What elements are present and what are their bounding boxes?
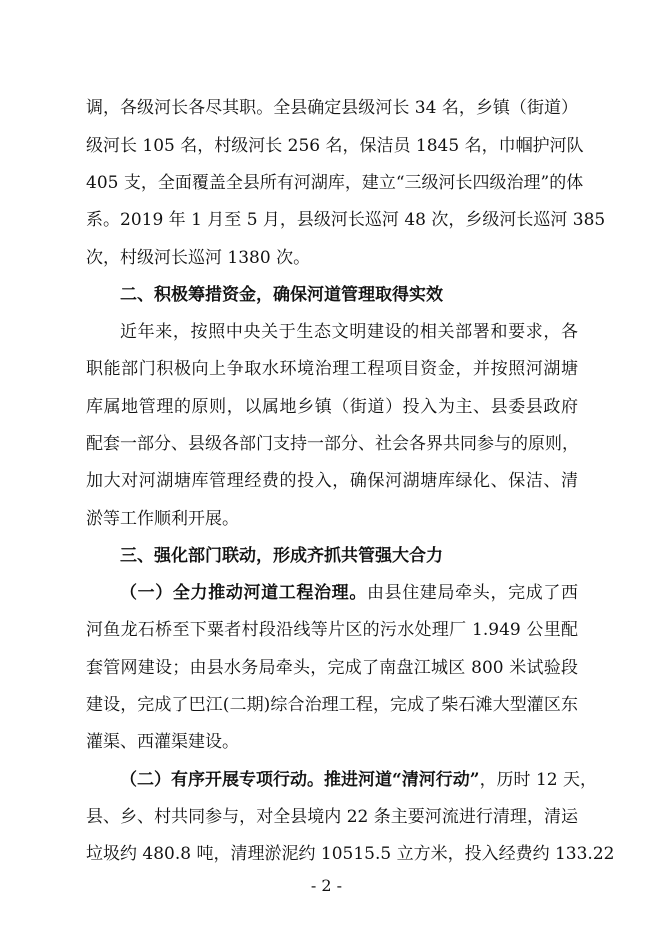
body-line: 系。2019 年 1 月至 5 月，县级河长巡河 48 次，乡级河长巡河 385 — [86, 210, 606, 230]
subsection-2-text: ，历时 12 天， — [479, 770, 598, 790]
body-line: 405 支，全面覆盖全县所有河湖库，建立“三级河长四级治理”的体 — [86, 173, 584, 193]
body-line: 近年来，按照中央关于生态文明建设的相关部署和要求，各 — [120, 322, 578, 342]
subsection-2-title: （二）有序开展专项行动。推进河道“清河行动” — [120, 770, 480, 790]
body-line: 淤等工作顺利开展。 — [86, 509, 239, 529]
body-line: 库属地管理的原则，以属地乡镇（街道）投入为主、县委县政府 — [86, 397, 578, 417]
body-line: 加大对河湖塘库管理经费的投入，确保河湖塘库绿化、保洁、清 — [86, 471, 578, 491]
subsection-1-title: （一）全力推动河道工程治理。 — [120, 583, 367, 603]
body-line: 调，各级河长各尽其职。全县确定县级河长 34 名，乡镇（街道） — [86, 98, 578, 118]
body-line: 河鱼龙石桥至下粟者村段沿线等片区的污水处理厂 1.949 公里配 — [86, 620, 578, 640]
body-line: 套管网建设；由县水务局牵头，完成了南盘江城区 800 米试验段 — [86, 658, 578, 678]
section-heading-2: 二、积极筹措资金，确保河道管理取得实效 — [120, 285, 443, 305]
body-line: 次，村级河长巡河 1380 次。 — [86, 248, 311, 268]
body-line: 垃圾约 480.8 吨，清理淤泥约 10515.5 立方米，投入经费约 133.22 — [86, 844, 615, 864]
body-line: 灌渠、西灌渠建设。 — [86, 732, 239, 752]
subsection-1-text: 由县住建局牵头，完成了西 — [366, 583, 579, 603]
body-line: 级河长 105 名，村级河长 256 名，保洁员 1845 名，巾帼护河队 — [86, 136, 584, 156]
subsection-2-first-line — [120, 770, 598, 790]
body-line: 职能部门积极向上争取水环境治理工程项目资金，并按照河湖塘 — [86, 359, 578, 379]
section-heading-3: 三、强化部门联动，形成齐抓共管强大合力 — [120, 546, 443, 566]
body-line: 县、乡、村共同参与，对全县境内 22 条主要河流进行清理，清运 — [86, 807, 578, 827]
body-line: 建设，完成了巴江(二期)综合治理工程，完成了柴石滩大型灌区东 — [86, 695, 578, 715]
subsection-1-first-line — [120, 583, 578, 603]
body-line: 配套一部分、县级各部门支持一部分、社会各界共同参与的原则， — [86, 434, 579, 454]
page-number: - 2 - — [310, 876, 343, 895]
